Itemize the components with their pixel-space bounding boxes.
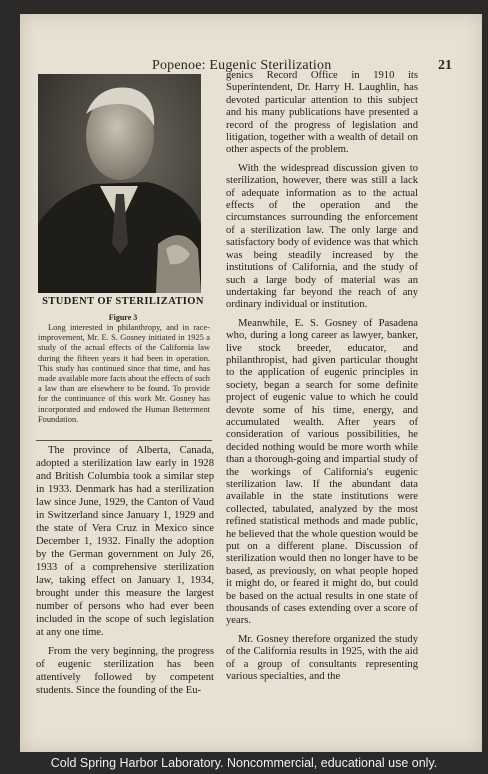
right-paragraph-4: Mr. Gosney therefore organized the study of the California results in 1925, with the aid of a group of consultants representing various specialties, and the <box>226 633 418 683</box>
figure-title: STUDENT OF STERILIZATION <box>42 296 204 307</box>
left-column <box>36 444 214 703</box>
figure-label: Figure 3 <box>108 313 138 322</box>
caption-divider <box>36 440 212 441</box>
left-paragraph-2: From the very beginning, the progress of eugenic sterilization has been attentively followed by competent students. Since the founding of the Eu- <box>36 646 214 696</box>
footer-credit: Cold Spring Harbor Laboratory. Noncommercial, educational use only. <box>50 756 438 770</box>
right-paragraph-1: genics Record Office in 1910 its Superintendent, Dr. Harry H. Laughlin, has devoted particular attention to this subject and his many publications have presented a record of the progress of legislation and litigation, together with a wealth of detail on other aspects of the problem. <box>226 70 418 156</box>
left-paragraph-1: The province of Alberta, Canada, adopted a sterilization law early in 1928 and British Columbia took a similar step in 1933. Denmark has had a sterilization law since June, 1929, the Canton of Vaud in Switzerland since January 1, 1929 and the state of Vera Cruz in Mexico since December 1, 1932. Finally the adoption by the German government on July 26, 1933 of a comprehensive sterilization law, taking effect on January 1, 1934, brought under this measure the largest number of persons who had ever been included in the scope of such legislation at any one time. <box>36 445 214 638</box>
running-head: Popenoe: Eugenic Sterilization <box>152 58 332 73</box>
figure-caption: Long interested in philanthropy, and in race-improvement, Mr. E. S. Gosney initiated in 1925 a study of the actual effects of the California law during the fifteen years it had been in operation. This study has continued since that time, and has made available more facts about the effects of such a law than are elsewhere to be found. To provide for the continuance of this work Mr. Gosney has incorporated and endowed the Human Betterment Foundation. <box>38 323 210 424</box>
right-paragraph-3: Meanwhile, E. S. Gosney of Pasadena who, during a long career as lawyer, banker, live stock breeder, educator, and philanthropist, had given particular thought to the application of eugenic principles in society, began a search for some definite project of eugenic value to which he could devote some of his time, energy, and accumulated wealth. After years of consideration of various possibilities, he decided nothing would be more worth while than a thorough-going and impartial study of the workings of California's eugenic sterilization law. If the abundant data available in the state institutions were collected, tabulated, analyzed by the most refined statistical methods and made public, he believed that the whole question would be put on a different plane. Discussion of sterilization would then no longer have to be based, as previously, on what people hoped it might do, or feared it might do, but could be based on the actual results in one state of thousands of cases extending over a score of years. <box>226 317 418 627</box>
portrait-photo <box>38 74 201 293</box>
portrait-image <box>38 74 201 293</box>
page-number: 21 <box>438 58 452 73</box>
right-paragraph-2: With the widespread discussion given to sterilization, however, there was still a lack of adequate information as to the actual effects of the operation and the circumstances surrounding the enforcement of a sterilization law. The only large and satisfactory body of evidence was that which was being steadily increased by the institutions of California, and the study of such a large body of material was an undertaking far beyond the reach of any ordinary individual or institution. <box>226 162 418 311</box>
right-column <box>226 70 418 690</box>
